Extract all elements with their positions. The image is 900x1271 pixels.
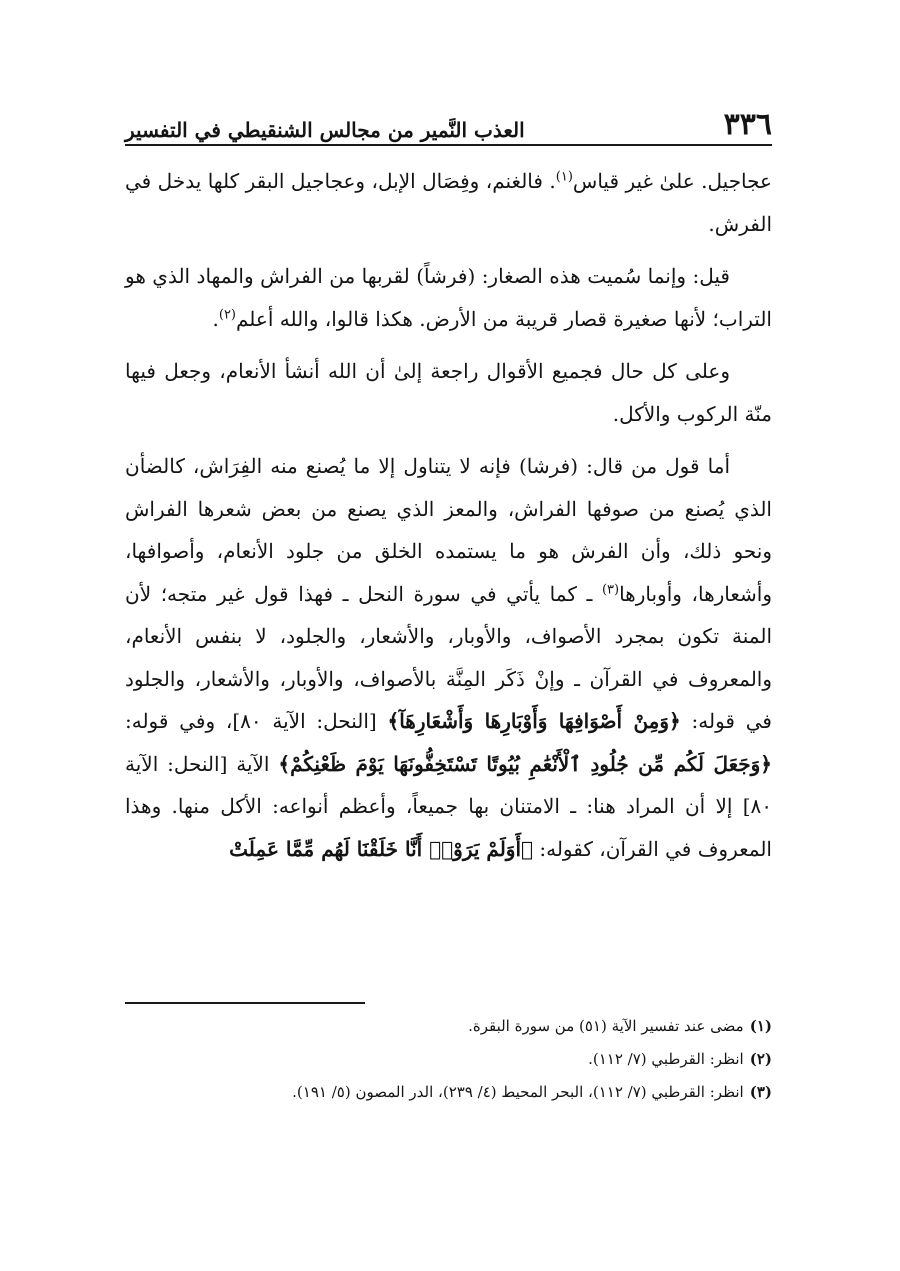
paragraph-4-text-a: أما قول من قال: (فرشا) فإنه لا يتناول إلا ما يُصنع منه الفِرَاش، كالضأن الذي يُصنع من صوفها الفراش، والمعز الذي يصنع من بعض شعرها الفراش ونحو ذلك، وأن الفرش هو ما يستمده الخلق من جلود الأنعام، وأصوافها، وأشعارها، وأوبارها — [125, 454, 772, 606]
paragraph-3-text: وعلى كل حال فجميع الأقوال راجعة إلىٰ أن الله أنشأ الأنعام، وجعل فيها منّة الركوب والأكل. — [125, 359, 772, 426]
footnotes — [125, 1010, 772, 1109]
paragraph-1 — [125, 160, 772, 245]
paragraph-1-text-b: . فالغنم، وفِصَال الإبل، وعجاجيل البقر كلها يدخل في الفرش. — [125, 169, 772, 236]
paragraph-1-text-a: عجاجيل. علىٰ غير قياس — [572, 169, 772, 193]
footnote-1 — [125, 1010, 772, 1043]
footnote-number: (٢) — [749, 1050, 772, 1068]
footnote-number: (١) — [749, 1017, 772, 1035]
book-page — [125, 0, 772, 1271]
paragraph-4 — [125, 445, 772, 870]
quran-verse-1: ﴿وَمِنْ أَصْوَافِهَا وَأَوْبَارِهَا وَأَشْعَارِهَآ﴾ — [387, 709, 681, 733]
footnote-text: انظر: القرطبي (٧/ ١١٢)، البحر المحيط (٤/ ٢٣٩)، الدر المصون (٥/ ١٩١). — [292, 1083, 744, 1101]
footnote-ref-2: (٢) — [218, 306, 236, 322]
paragraph-4-text-d: الآية [النحل: الآية ٨٠] إلا أن المراد هنا: ـ الامتنان بها جميعاً، وأعظم أنواعه: الأكل منها. وهذا المعروف في القرآن، كقوله: — [125, 751, 772, 861]
page-header — [125, 96, 772, 146]
footnote-2 — [125, 1043, 772, 1076]
quran-verse-2: ﴿وَجَعَلَ لَكُم مِّن جُلُودِ ٱلْأَنْعَٰمِ بُيُوتًا تَسْتَخِفُّونَهَا يَوْمَ ظَعْنِكُمْ﴾ — [278, 751, 773, 776]
paragraph-2 — [125, 255, 772, 340]
running-title: العذب النَّمير من مجالس الشنقيطي في التفسير — [125, 118, 525, 142]
footnote-ref-3: (٣) — [601, 581, 620, 597]
paragraph-4-text-b: ـ كما يأتي في سورة النحل ـ فهذا قول غير متجه؛ لأن المنة تكون بمجرد الأصواف، والأوبار، والأشعار، والجلود، لا بنفس الأنعام، والمعروف في القرآن ـ وإنْ ذَكَر المِنَّة بالأصواف، والأوبار، والأشعار، والجلود في قوله: — [125, 581, 772, 733]
footnote-3 — [125, 1076, 772, 1109]
footnote-divider — [125, 1002, 365, 1004]
page-number: ٣٣٦ — [723, 107, 772, 142]
main-text — [125, 160, 772, 880]
paragraph-3 — [125, 350, 772, 435]
footnote-number: (٣) — [749, 1083, 772, 1101]
paragraph-2-text-a: قيل: وإنما سُميت هذه الصغار: (فرشاً) لقربها من الفراش والمهاد الذي هو التراب؛ لأنها صغيرة قصار قريبة من الأرض. هكذا قالوا، والله أعلم — [125, 264, 772, 331]
footnote-text: انظر: القرطبي (٧/ ١١٢). — [588, 1050, 744, 1068]
footnote-ref-1: (١) — [555, 169, 573, 185]
paragraph-4-text-c: [النحل: الآية ٨٠]، وفي قوله: — [125, 709, 388, 733]
paragraph-2-text-b: . — [212, 306, 219, 331]
footnote-text: مضى عند تفسير الآية (٥١) من سورة البقرة. — [468, 1017, 744, 1035]
quran-verse-3: ﴿أَوَلَمْ يَرَوْا۟ أَنَّا خَلَقْنَا لَهُم مِّمَّا عَمِلَتْ — [229, 836, 534, 861]
